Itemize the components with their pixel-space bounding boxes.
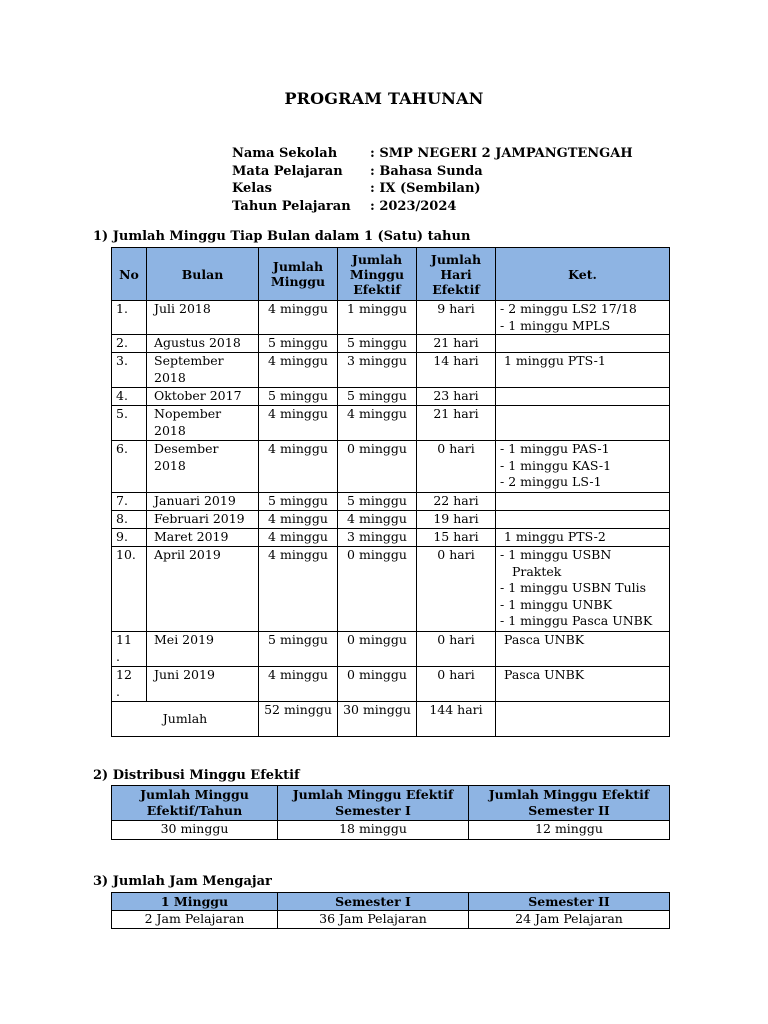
cell-weeks: 4 minggu — [259, 441, 338, 493]
info-label: Mata Pelajaran — [232, 163, 343, 179]
cell-notes — [496, 547, 670, 632]
cell-no: 5. — [112, 406, 147, 441]
section-2-heading: 2) Distribusi Minggu Efektif — [93, 768, 300, 783]
note-line: 1 minggu PTS-1 — [504, 353, 606, 368]
section-3-heading: 3) Jumlah Jam Mengajar — [93, 874, 272, 889]
info-row-year — [232, 198, 633, 216]
cell-month: Februari 2019 — [147, 511, 259, 529]
info-row-school — [232, 145, 633, 163]
document-title: PROGRAM TAHUNAN — [284, 89, 484, 108]
cell-effective-weeks: 4 minggu — [338, 511, 417, 529]
cell-month: Mei 2019 — [147, 632, 259, 667]
info-label: Tahun Pelajaran — [232, 198, 351, 214]
note-line: - 1 minggu PAS-1 — [500, 441, 610, 456]
table-cell: 2 Jam Pelajaran — [112, 911, 278, 929]
cell-notes — [496, 493, 670, 511]
total-row — [112, 702, 670, 737]
info-value: : IX (Sembilan) — [370, 181, 481, 196]
note-line: Pasca UNBK — [504, 632, 585, 647]
column-header: Jumlah Hari Efektif — [417, 248, 496, 301]
column-header: Jumlah Minggu Efektif Semester II — [469, 786, 670, 821]
info-row-class — [232, 180, 633, 198]
cell-no: 11 . — [112, 632, 147, 667]
column-header: Jumlah Minggu Efektif Semester I — [278, 786, 469, 821]
cell-month: Nopember 2018 — [147, 406, 259, 441]
column-header: Semester I — [278, 893, 469, 911]
table-cell: 36 Jam Pelajaran — [278, 911, 469, 929]
note-line: - 1 minggu KAS-1 — [500, 457, 612, 473]
note-line: - 1 minggu MPLS — [500, 317, 611, 333]
table-row — [112, 911, 670, 929]
cell-month: April 2019 — [147, 547, 259, 632]
note-line: - 2 minggu LS-1 — [500, 474, 602, 489]
cell-no: 2. — [112, 335, 147, 353]
cell-weeks: 4 minggu — [259, 667, 338, 702]
cell-notes — [496, 406, 670, 441]
cell-no: 3. — [112, 353, 147, 388]
note-line: Pasca UNBK — [504, 667, 585, 682]
cell-effective-days: 0 hari — [417, 632, 496, 667]
cell-effective-weeks: 4 minggu — [338, 406, 417, 441]
column-header: Jumlah Minggu Efektif/Tahun — [112, 786, 278, 821]
table-row — [112, 353, 670, 388]
note-line: Praktek — [504, 563, 562, 579]
cell-effective-days: 21 hari — [417, 335, 496, 353]
note-line: - 1 minggu Pasca UNBK — [500, 613, 653, 628]
note-line: - 1 minggu UNBK — [500, 596, 613, 612]
cell-effective-weeks: 3 minggu — [338, 353, 417, 388]
cell-month: Agustus 2018 — [147, 335, 259, 353]
table-header-row — [112, 786, 670, 821]
total-effective-weeks: 30 minggu — [338, 702, 417, 737]
cell-effective-days: 21 hari — [417, 406, 496, 441]
cell-notes — [496, 353, 670, 388]
table-cell: 24 Jam Pelajaran — [469, 911, 670, 929]
cell-effective-weeks: 0 minggu — [338, 441, 417, 493]
column-header: Semester II — [469, 893, 670, 911]
note-line: - 2 minggu LS2 17/18 — [500, 301, 637, 316]
cell-notes — [496, 335, 670, 353]
teaching-hours-table — [111, 892, 670, 929]
cell-effective-weeks: 0 minggu — [338, 667, 417, 702]
cell-month: September 2018 — [147, 353, 259, 388]
cell-weeks: 4 minggu — [259, 353, 338, 388]
table-row — [112, 547, 670, 632]
cell-effective-weeks: 0 minggu — [338, 632, 417, 667]
cell-weeks: 4 minggu — [259, 529, 338, 547]
info-row-subject — [232, 163, 633, 181]
table-body — [112, 301, 670, 702]
cell-no: 9. — [112, 529, 147, 547]
cell-effective-days: 15 hari — [417, 529, 496, 547]
cell-no: 12 . — [112, 667, 147, 702]
cell-weeks: 5 minggu — [259, 632, 338, 667]
cell-no: 8. — [112, 511, 147, 529]
table-cell: 12 minggu — [469, 821, 670, 840]
table-row — [112, 493, 670, 511]
cell-effective-weeks: 5 minggu — [338, 493, 417, 511]
info-value: : SMP NEGERI 2 JAMPANGTENGAH — [370, 146, 633, 161]
info-label: Nama Sekolah — [232, 146, 338, 161]
table-row — [112, 406, 670, 441]
column-header: Bulan — [147, 248, 259, 301]
table-row — [112, 529, 670, 547]
table-row — [112, 667, 670, 702]
cell-month: Maret 2019 — [147, 529, 259, 547]
cell-weeks: 4 minggu — [259, 547, 338, 632]
cell-no: 4. — [112, 388, 147, 406]
cell-month: Juni 2019 — [147, 667, 259, 702]
cell-effective-weeks: 5 minggu — [338, 335, 417, 353]
column-header: No — [112, 248, 147, 301]
table-row — [112, 632, 670, 667]
total-label: Jumlah — [112, 702, 259, 737]
total-effective-days: 144 hari — [417, 702, 496, 737]
weeks-per-month-table — [111, 247, 670, 737]
effective-weeks-distribution-table — [111, 785, 670, 840]
info-value: : Bahasa Sunda — [370, 163, 483, 179]
cell-weeks: 4 minggu — [259, 511, 338, 529]
cell-effective-days: 0 hari — [417, 441, 496, 493]
column-header: Jumlah Minggu — [259, 248, 338, 301]
column-header: 1 Minggu — [112, 893, 278, 911]
cell-no: 1. — [112, 301, 147, 335]
cell-effective-days: 9 hari — [417, 301, 496, 335]
cell-effective-days: 0 hari — [417, 667, 496, 702]
table-row — [112, 335, 670, 353]
info-value: : 2023/2024 — [370, 198, 457, 214]
cell-effective-weeks: 3 minggu — [338, 529, 417, 547]
cell-effective-days: 23 hari — [417, 388, 496, 406]
table-cell: 30 minggu — [112, 821, 278, 840]
cell-no: 7. — [112, 493, 147, 511]
table-header-row — [112, 893, 670, 911]
cell-notes — [496, 388, 670, 406]
cell-notes — [496, 529, 670, 547]
table-row — [112, 301, 670, 335]
cell-weeks: 5 minggu — [259, 335, 338, 353]
cell-month: Juli 2018 — [147, 301, 259, 335]
cell-weeks: 5 minggu — [259, 388, 338, 406]
note-line: - 1 minggu USBN Tulis — [500, 580, 647, 595]
column-header: Jumlah Minggu Efektif — [338, 248, 417, 301]
cell-notes — [496, 667, 670, 702]
cell-effective-weeks: 0 minggu — [338, 547, 417, 632]
cell-weeks: 4 minggu — [259, 301, 338, 335]
cell-effective-weeks: 5 minggu — [338, 388, 417, 406]
note-line: 1 minggu PTS-2 — [504, 529, 606, 544]
cell-notes — [496, 632, 670, 667]
cell-weeks: 4 minggu — [259, 406, 338, 441]
total-note — [496, 702, 670, 737]
cell-no: 6. — [112, 441, 147, 493]
section-1-heading: 1) Jumlah Minggu Tiap Bulan dalam 1 (Satu) tahun — [93, 229, 471, 244]
table-row — [112, 821, 670, 840]
note-line: - 1 minggu USBN — [500, 547, 612, 562]
cell-month: Desember 2018 — [147, 441, 259, 493]
cell-effective-days: 22 hari — [417, 493, 496, 511]
cell-month: Oktober 2017 — [147, 388, 259, 406]
table-row — [112, 441, 670, 493]
cell-effective-days: 14 hari — [417, 353, 496, 388]
school-info — [232, 145, 633, 215]
cell-notes — [496, 301, 670, 335]
info-label: Kelas — [232, 181, 272, 196]
cell-month: Januari 2019 — [147, 493, 259, 511]
cell-effective-days: 0 hari — [417, 547, 496, 632]
table-row — [112, 511, 670, 529]
cell-notes — [496, 441, 670, 493]
cell-weeks: 5 minggu — [259, 493, 338, 511]
cell-effective-days: 19 hari — [417, 511, 496, 529]
cell-no: 10. — [112, 547, 147, 632]
column-header: Ket. — [496, 248, 670, 301]
table-row — [112, 388, 670, 406]
table-cell: 18 minggu — [278, 821, 469, 840]
cell-effective-weeks: 1 minggu — [338, 301, 417, 335]
table-header-row — [112, 248, 670, 301]
total-weeks: 52 minggu — [259, 702, 338, 737]
cell-notes — [496, 511, 670, 529]
